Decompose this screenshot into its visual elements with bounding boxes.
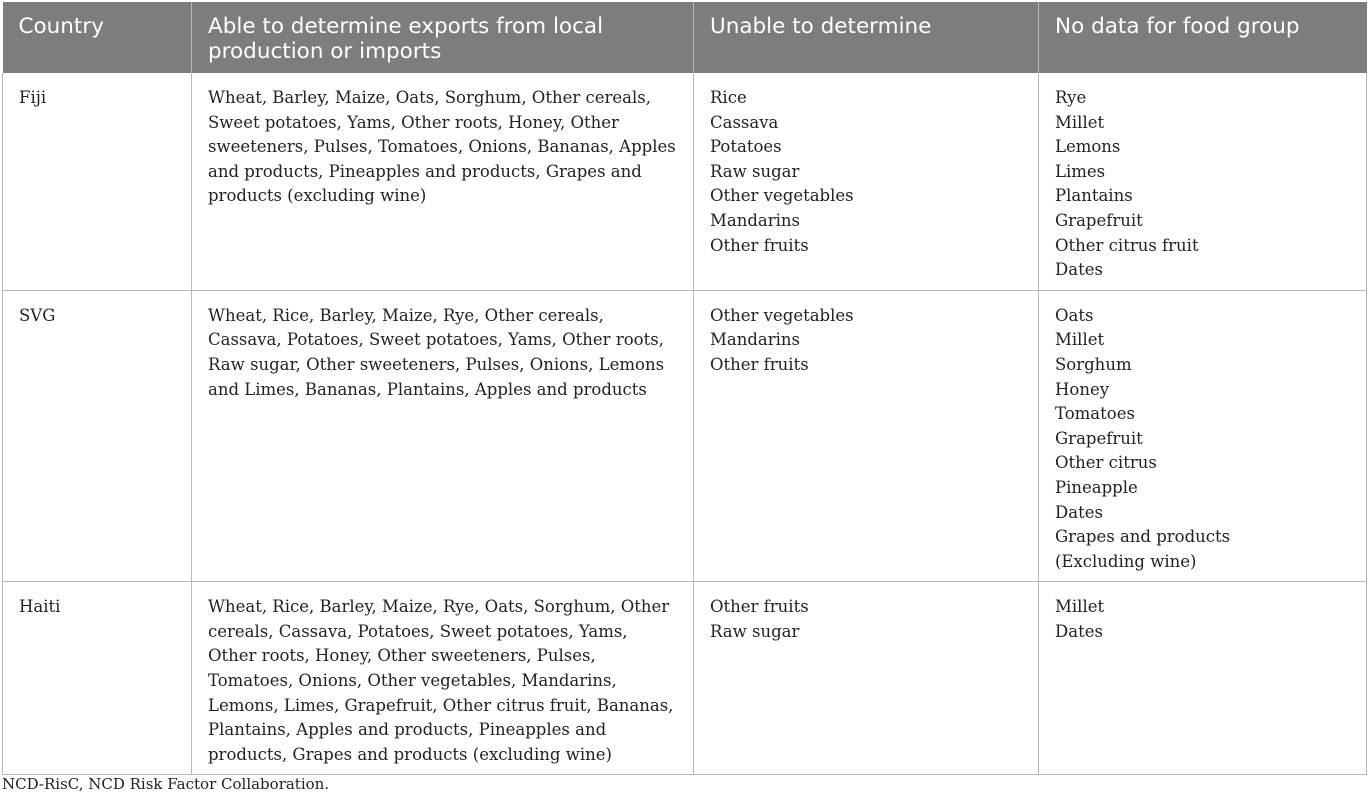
list-item: Dates (1055, 260, 1103, 280)
list-item: Dates (1055, 502, 1103, 522)
list-item: Raw sugar (710, 621, 800, 641)
list-item: Millet (1055, 330, 1105, 350)
list-item: Other vegetables (710, 186, 854, 206)
table-header-row (3, 2, 1367, 73)
list-item: Other fruits (710, 235, 809, 255)
unable-cell (694, 73, 1039, 290)
list-item: Grapefruit (1055, 210, 1143, 230)
list-item: Other citrus fruit (1055, 235, 1199, 255)
list-item: Potatoes (710, 137, 782, 157)
no-data-cell (1039, 73, 1367, 290)
list-item: Limes (1055, 161, 1106, 181)
food-group-table (2, 2, 1367, 775)
list-item: Mandarins (710, 210, 801, 230)
country-cell: SVG (3, 290, 192, 582)
unable-cell (694, 582, 1039, 775)
list-item: Other vegetables (710, 305, 854, 325)
list-item: Dates (1055, 621, 1103, 641)
header-country: Country (3, 2, 192, 73)
list-item: Sorghum (1055, 354, 1132, 374)
able-cell: Wheat, Barley, Maize, Oats, Sorghum, Other cereals, Sweet potatoes, Yams, Other roots, Honey, Other sweeteners, Pulses, Tomatoes, Onions, Bananas, Apples and products, Pineapples and products, Grapes and products (excluding wine) (192, 73, 694, 290)
able-cell: Wheat, Rice, Barley, Maize, Rye, Oats, Sorghum, Other cereals, Cassava, Potatoes, Sweet potatoes, Yams, Other roots, Honey, Other sweeteners, Pulses, Tomatoes, Onions, Other vegetables, Mandarins, Lemons, Limes, Grapefruit, Other citrus fruit, Bananas, Plantains, Apples and products, Pineapples and products, Grapes and products (excluding wine) (192, 582, 694, 775)
list-item: Tomatoes (1055, 404, 1135, 424)
list-item: Grapes and products (1055, 527, 1231, 547)
no-data-cell (1039, 290, 1367, 582)
country-cell: Fiji (3, 73, 192, 290)
list-item: Other fruits (710, 597, 809, 617)
header-unable-to-determine: Unable to determine (694, 2, 1039, 73)
list-item: Rice (710, 88, 747, 107)
list-item: Grapefruit (1055, 428, 1143, 448)
list-item: Lemons (1055, 137, 1121, 157)
list-item: Mandarins (710, 330, 801, 350)
list-item: Other citrus (1055, 453, 1157, 473)
list-item: (Excluding wine) (1055, 551, 1197, 571)
list-item: Honey (1055, 379, 1110, 399)
table-row-haiti (3, 582, 1367, 775)
country-cell: Haiti (3, 582, 192, 775)
unable-cell (694, 290, 1039, 582)
list-item: Millet (1055, 597, 1105, 617)
list-item: Oats (1055, 305, 1094, 325)
list-item: Cassava (710, 112, 779, 132)
able-cell: Wheat, Rice, Barley, Maize, Rye, Other cereals, Cassava, Potatoes, Sweet potatoes, Yams, Other roots, Raw sugar, Other sweeteners, Pulses, Onions, Lemons and Limes, Bananas, Plantains, Apples and products (192, 290, 694, 582)
table-row-svg (3, 290, 1367, 582)
table-row-fiji (3, 73, 1367, 290)
list-item: Plantains (1055, 186, 1133, 206)
no-data-cell (1039, 582, 1367, 775)
table-footnote: NCD-RisC, NCD Risk Factor Collaboration. (2, 775, 330, 793)
list-item: Rye (1055, 88, 1087, 107)
list-item: Other fruits (710, 354, 809, 374)
list-item: Raw sugar (710, 161, 800, 181)
list-item: Millet (1055, 112, 1105, 132)
list-item: Pineapple (1055, 477, 1138, 497)
header-no-data: No data for food group (1039, 2, 1367, 73)
food-group-table-container (2, 2, 1366, 775)
header-able-to-determine: Able to determine exports from local production or imports (192, 2, 694, 73)
